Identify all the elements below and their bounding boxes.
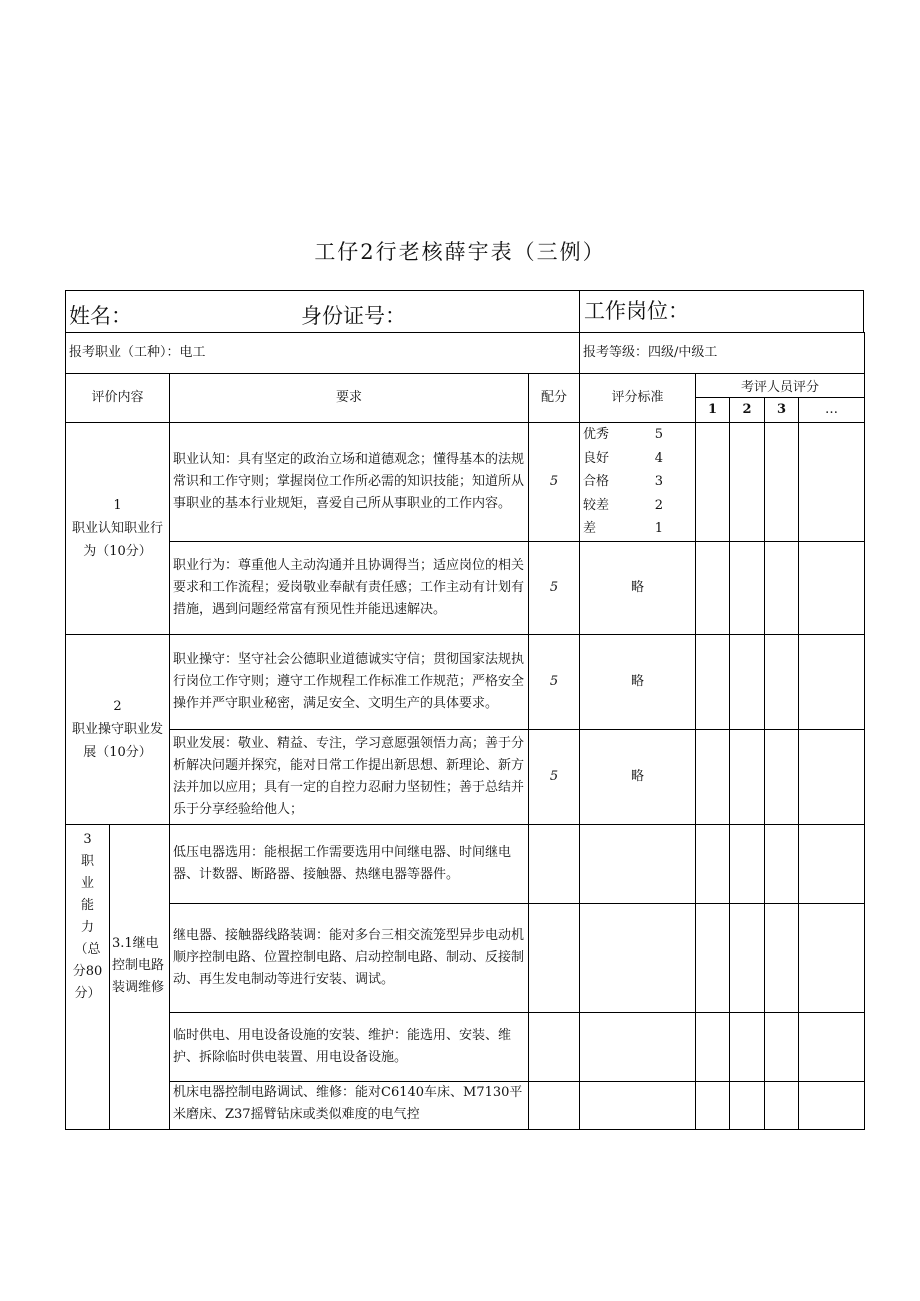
score-cell <box>529 1012 580 1081</box>
section-2-name: 职业操守职业发展（10分） <box>71 721 163 760</box>
rater-score-cell[interactable] <box>730 903 765 1012</box>
standard-row: 合格 3 <box>583 474 664 489</box>
name-label: 姓名： <box>69 304 132 328</box>
standard-cell: 略 <box>580 729 696 824</box>
section-2-num: 2 <box>113 698 122 714</box>
rater-score-cell[interactable] <box>799 903 865 1012</box>
section-1-title <box>66 423 170 635</box>
requirement-cell: 继电器、接触器线路装调：能对多台三相交流笼型异步电动机顺序控制电路、位置控制电路、启动控制电路、制动、反接制动、再生发电制动等进行安装、调试。 <box>170 903 529 1012</box>
rater-score-cell[interactable] <box>730 634 765 729</box>
requirement-cell: 机床电器控制电路调试、维修：能对C6140车床、M7130平米磨床、Z37摇臂钻床或类似难度的电气控 <box>170 1081 529 1129</box>
section-3-title: 3 职 业 能 力 （总 分80 分） <box>66 824 110 1129</box>
rater-score-cell[interactable] <box>799 541 865 634</box>
id-number-label: 身份证号： <box>301 304 406 328</box>
rater-score-cell[interactable] <box>765 824 799 903</box>
rater-score-cell[interactable] <box>730 423 765 542</box>
requirement-cell: 职业操守：坚守社会公德职业道德诚实守信；贯彻国家法规执行岗位工作守则；遵守工作规程工作标准工作规范；严格安全操作并严守职业秘密，满足安全、文明生产的具体要求。 <box>170 634 529 729</box>
col-header-raters: 考评人员评分 <box>696 374 865 398</box>
standard-row: 良好 4 <box>583 450 664 466</box>
col-header-standard: 评分标准 <box>580 374 696 423</box>
standard-cell: 略 <box>580 541 696 634</box>
requirement-cell: 职业认知：具有坚定的政治立场和道德观念；懂得基本的法规常识和工作守则；掌握岗位工作所必需的知识技能；知道所从事职业的基本行业规矩，喜爱自己所从事职业的工作内容。 <box>170 423 529 542</box>
score-cell <box>529 824 580 903</box>
standard-cell: 略 <box>580 634 696 729</box>
rater-score-cell[interactable] <box>696 903 730 1012</box>
rater-score-cell[interactable] <box>765 1081 799 1129</box>
rater-score-cell[interactable] <box>696 1012 730 1081</box>
rater-score-cell[interactable] <box>730 1012 765 1081</box>
standard-cell <box>580 1081 696 1129</box>
rater-col-2: 2 <box>730 398 765 423</box>
col-header-requirement: 要求 <box>170 374 529 423</box>
score-cell: 5 <box>529 634 580 729</box>
rater-score-cell[interactable] <box>765 729 799 824</box>
score-cell: 5 <box>529 729 580 824</box>
rater-score-cell[interactable] <box>765 541 799 634</box>
rater-score-cell[interactable] <box>799 634 865 729</box>
requirement-cell: 临时供电、用电设备设施的安装、维护：能选用、安装、维护、拆除临时供电装置、用电设备设施。 <box>170 1012 529 1081</box>
standard-scale <box>580 423 696 542</box>
personal-info-header <box>65 290 864 332</box>
rater-score-cell[interactable] <box>765 423 799 542</box>
standard-row: 差 1 <box>583 521 664 536</box>
rater-score-cell[interactable] <box>696 729 730 824</box>
rater-score-cell[interactable] <box>730 729 765 824</box>
rater-score-cell[interactable] <box>696 541 730 634</box>
section-1-name: 职业认知职业行为（10分） <box>71 520 163 559</box>
standard-cell <box>580 824 696 903</box>
level-cell: 报考等级：四级/中级工 <box>580 333 865 374</box>
standard-cell <box>580 903 696 1012</box>
rater-score-cell[interactable] <box>799 1012 865 1081</box>
rater-score-cell[interactable] <box>696 824 730 903</box>
rater-score-cell[interactable] <box>765 634 799 729</box>
rater-col-3: 3 <box>765 398 799 423</box>
header-divider <box>579 291 580 333</box>
subsection-3-1: 3.1继电控制电路装调维修 <box>110 824 170 1129</box>
rater-score-cell[interactable] <box>696 634 730 729</box>
requirement-cell: 职业行为：尊重他人主动沟通并且协调得当；适应岗位的相关要求和工作流程；爱岗敬业奉献有责任感；工作主动有计划有措施，遇到问题经常富有预见性并能迅速解决。 <box>170 541 529 634</box>
assessment-table <box>65 332 865 1130</box>
rater-score-cell[interactable] <box>765 1012 799 1081</box>
rater-score-cell[interactable] <box>730 824 765 903</box>
section-2-title <box>66 634 170 824</box>
section-1-num: 1 <box>113 497 122 513</box>
section-3-num: 3 <box>83 831 92 847</box>
rater-score-cell[interactable] <box>799 423 865 542</box>
standard-row: 较差 2 <box>583 497 664 513</box>
rater-score-cell[interactable] <box>696 423 730 542</box>
col-header-score: 配分 <box>529 374 580 423</box>
rater-col-more: … <box>799 398 865 423</box>
score-cell <box>529 1081 580 1129</box>
rater-score-cell[interactable] <box>799 729 865 824</box>
rater-col-1: 1 <box>696 398 730 423</box>
occupation-cell: 报考职业（工种）：电工 <box>66 333 580 374</box>
form-title: 工仔2行老核薛宇表（三例） <box>314 240 606 264</box>
rater-score-cell[interactable] <box>730 1081 765 1129</box>
rater-score-cell[interactable] <box>696 1081 730 1129</box>
score-cell <box>529 903 580 1012</box>
score-cell: 5 <box>529 541 580 634</box>
rater-score-cell[interactable] <box>799 824 865 903</box>
requirement-cell: 低压电器选用：能根据工作需要选用中间继电器、时间继电器、计数器、断路器、接触器、热继电器等器件。 <box>170 824 529 903</box>
score-cell: 5 <box>529 423 580 542</box>
col-header-content: 评价内容 <box>66 374 170 423</box>
rater-score-cell[interactable] <box>730 541 765 634</box>
standard-cell <box>580 1012 696 1081</box>
rater-score-cell[interactable] <box>799 1081 865 1129</box>
requirement-cell: 职业发展：敬业、精益、专注，学习意愿强领悟力高；善于分析解决问题并探究，能对日常工作提出新思想、新理论、新方法并加以应用；具有一定的自控力忍耐力坚韧性；善于总结并乐于分享经验给他人； <box>170 729 529 824</box>
rater-score-cell[interactable] <box>765 903 799 1012</box>
post-label: 工作岗位： <box>584 299 689 323</box>
standard-row: 优秀 5 <box>583 427 664 442</box>
